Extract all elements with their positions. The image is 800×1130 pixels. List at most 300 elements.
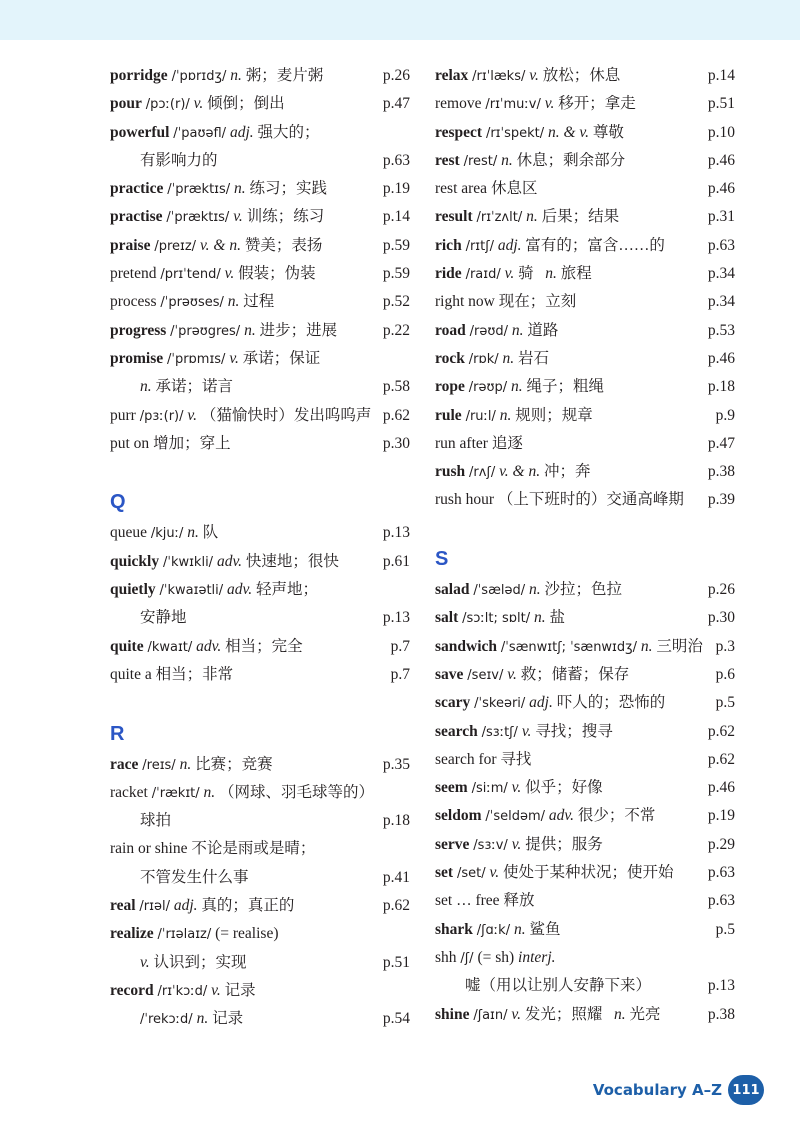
phonetic: /rɪˈlæks/ bbox=[472, 69, 526, 84]
definition: 盐 bbox=[549, 609, 566, 627]
definition: 吓人的；恐怖的 bbox=[556, 694, 666, 712]
entry-text bbox=[435, 1001, 661, 1030]
vocab-entry bbox=[435, 802, 735, 830]
part-of-speech: n. bbox=[196, 1010, 209, 1028]
part-of-speech: v. & n. bbox=[499, 463, 541, 481]
vocab-entry bbox=[110, 835, 410, 863]
vocab-entry bbox=[435, 232, 735, 260]
vocab-entry bbox=[110, 751, 410, 779]
entry-text bbox=[465, 972, 651, 1000]
page-reference: p.31 bbox=[707, 208, 735, 226]
entry-text bbox=[110, 232, 322, 261]
entry-text bbox=[110, 661, 233, 689]
definition: 移开；拿走 bbox=[558, 95, 636, 113]
headword: rush hour bbox=[435, 491, 494, 509]
headword: scary bbox=[435, 694, 471, 712]
definition: 嘘（用以让别人安静下来） bbox=[465, 977, 652, 995]
entry-text bbox=[110, 260, 316, 289]
phonetic: /kjuː/ bbox=[150, 526, 184, 542]
entry-text bbox=[435, 774, 603, 803]
definition: 放松；休息 bbox=[542, 67, 621, 84]
headword: realize bbox=[110, 925, 154, 943]
phonetic: /rɪˈzʌlt/ bbox=[476, 210, 523, 226]
section-letter-heading: S bbox=[435, 548, 449, 571]
entry-text bbox=[110, 920, 279, 949]
page-reference: p.53 bbox=[707, 321, 735, 339]
page-reference: p.35 bbox=[382, 755, 410, 773]
page-reference: p.59 bbox=[382, 265, 410, 283]
vocab-entry bbox=[110, 119, 410, 147]
definition: 轻声地； bbox=[256, 581, 319, 599]
phonetic: /ˈprɒmɪs/ bbox=[166, 351, 226, 367]
phonetic: /ˈrækɪt/ bbox=[151, 785, 200, 801]
definition: 沙拉；色拉 bbox=[544, 581, 622, 599]
headword: road bbox=[435, 321, 466, 339]
vocab-entry bbox=[110, 317, 410, 345]
vocab-entry bbox=[110, 232, 410, 260]
vocab-entry bbox=[435, 203, 735, 231]
vocab-entry bbox=[435, 373, 735, 401]
definition: 休息区 bbox=[490, 180, 538, 198]
phonetic: /sɜːtʃ/ bbox=[481, 724, 518, 740]
definition: 相当；非常 bbox=[155, 665, 234, 683]
headword: pretend bbox=[110, 265, 157, 283]
part-of-speech: n. bbox=[511, 378, 523, 396]
footer-title: Vocabulary A–Z bbox=[592, 1081, 722, 1099]
vocab-entry bbox=[435, 887, 735, 915]
phonetic: /siːm/ bbox=[471, 781, 508, 797]
page-reference: p.13 bbox=[707, 977, 735, 995]
page-reference: p.30 bbox=[707, 609, 735, 627]
part-of-speech: v. bbox=[511, 1005, 521, 1023]
headword: search bbox=[435, 722, 478, 740]
vocab-entry bbox=[435, 62, 735, 90]
headword: progress bbox=[110, 321, 167, 339]
vocab-entry bbox=[435, 689, 735, 717]
entry-text bbox=[435, 147, 625, 176]
vocab-entry bbox=[110, 920, 410, 948]
definition: （网球、羽毛球等的） bbox=[219, 783, 375, 801]
page-reference: p.59 bbox=[382, 236, 410, 254]
headword: quietly bbox=[110, 581, 156, 599]
page-reference: p.22 bbox=[382, 321, 410, 339]
entry-continuation bbox=[110, 949, 410, 977]
part-of-speech: adv. bbox=[216, 552, 243, 570]
definition: 认识到；实现 bbox=[153, 953, 247, 971]
vocab-entry bbox=[435, 831, 735, 859]
headword: salt bbox=[435, 609, 459, 627]
entry-continuation bbox=[110, 147, 410, 175]
page-reference: p.62 bbox=[382, 897, 410, 915]
part-of-speech: adj. bbox=[173, 897, 198, 915]
headword: seem bbox=[435, 779, 468, 797]
definition: 粥；麦片粥 bbox=[245, 67, 324, 84]
part-of-speech: n. bbox=[187, 524, 199, 542]
phonetic: /sɔːlt; sɒlt/ bbox=[462, 611, 531, 627]
part-of-speech: adj. bbox=[229, 123, 254, 141]
phonetic: /ʃ/ bbox=[460, 950, 474, 966]
headword: rest area bbox=[435, 180, 488, 198]
entry-continuation bbox=[110, 604, 410, 632]
part-of-speech: n. bbox=[501, 151, 513, 169]
headword: race bbox=[110, 755, 139, 773]
definition: 骑 bbox=[518, 265, 534, 283]
page-reference: p.62 bbox=[382, 406, 410, 424]
page-number-badge: 111 bbox=[728, 1075, 764, 1105]
page-reference: p.63 bbox=[707, 864, 735, 882]
definition: 释放 bbox=[503, 892, 535, 910]
page-reference: p.62 bbox=[707, 750, 735, 768]
headword: result bbox=[435, 208, 473, 226]
phonetic: /ruːl/ bbox=[465, 408, 496, 424]
vocab-entry bbox=[110, 892, 410, 920]
vocab-entry bbox=[435, 633, 735, 661]
headword: salad bbox=[435, 581, 470, 599]
vocab-entry bbox=[435, 718, 735, 746]
page-reference: p.46 bbox=[707, 779, 735, 797]
vocab-entry bbox=[435, 119, 735, 147]
part-of-speech: n. bbox=[227, 293, 240, 311]
definition: 追逐 bbox=[491, 434, 523, 452]
definition: 冲；奔 bbox=[544, 463, 591, 481]
page-reference: p.38 bbox=[707, 463, 735, 481]
headword: run after bbox=[435, 434, 488, 452]
page-reference: p.14 bbox=[382, 208, 410, 226]
phonetic: /rɪˈmuːv/ bbox=[485, 97, 541, 113]
definition: 三明治 bbox=[656, 637, 703, 655]
headword: real bbox=[110, 897, 136, 915]
headword: quickly bbox=[110, 552, 160, 570]
vocab-entry bbox=[435, 661, 735, 689]
headword: ride bbox=[435, 265, 462, 283]
vocab-entry bbox=[435, 402, 735, 430]
entry-text bbox=[435, 802, 655, 831]
headword: shine bbox=[435, 1005, 470, 1023]
definition: 尊敬 bbox=[592, 123, 624, 141]
definition: 道路 bbox=[527, 321, 559, 339]
vocab-entry bbox=[110, 548, 410, 576]
phonetic: /ˈkwɪkli/ bbox=[162, 554, 214, 570]
definition: （上下班时的）交通高峰期 bbox=[497, 491, 684, 509]
page-reference: p.3 bbox=[715, 637, 735, 655]
definition: 比赛；竞赛 bbox=[195, 755, 273, 773]
definition: 光亮 bbox=[629, 1005, 661, 1023]
vocab-entry bbox=[435, 317, 735, 345]
part-of-speech: n. bbox=[528, 581, 541, 599]
page-reference: p.13 bbox=[382, 609, 410, 627]
phonetic: /pɔː(r)/ bbox=[145, 97, 190, 113]
headword: pour bbox=[110, 95, 142, 113]
vocab-entry bbox=[110, 402, 410, 430]
part-of-speech: n. bbox=[640, 637, 653, 655]
entry-text bbox=[435, 402, 593, 431]
headword: save bbox=[435, 665, 464, 683]
vocab-entry bbox=[110, 633, 410, 661]
page-reference: p.9 bbox=[715, 406, 735, 424]
definition: 承诺；保证 bbox=[242, 349, 321, 367]
entry-text bbox=[435, 458, 591, 487]
vocab-entry bbox=[110, 519, 410, 547]
entry-text bbox=[110, 779, 374, 808]
vocab-entry bbox=[110, 576, 410, 604]
headword: practice bbox=[110, 180, 164, 198]
page-reference: p.19 bbox=[382, 180, 410, 198]
definition: 绳子；粗绳 bbox=[526, 378, 605, 396]
headword: quite bbox=[110, 637, 144, 655]
vocab-entry bbox=[435, 944, 735, 972]
entry-text bbox=[110, 548, 339, 577]
definition: 有影响力的 bbox=[140, 151, 218, 169]
definition: 过程 bbox=[243, 293, 275, 311]
definition: 记录 bbox=[212, 1010, 244, 1028]
headword: remove bbox=[435, 95, 482, 113]
definition: (= realise) bbox=[215, 925, 279, 943]
page-reference: p.58 bbox=[382, 378, 410, 396]
entry-text bbox=[110, 90, 285, 119]
vocab-entry bbox=[435, 147, 735, 175]
vocab-entry bbox=[435, 859, 735, 887]
definition: 很少；不常 bbox=[577, 807, 656, 825]
part-of-speech: adv. bbox=[196, 637, 222, 655]
entry-text bbox=[110, 402, 371, 431]
definition: 寻找 bbox=[500, 750, 532, 768]
definition: 后果；结果 bbox=[541, 208, 620, 226]
right-column bbox=[435, 62, 735, 1029]
definition: （猫愉快时）发出呜呜声 bbox=[200, 406, 372, 424]
vocab-entry bbox=[110, 260, 410, 288]
headword: queue bbox=[110, 524, 148, 542]
headword: promise bbox=[110, 349, 164, 367]
phonetic: /reɪs/ bbox=[142, 757, 176, 773]
phonetic: /rɪəl/ bbox=[139, 899, 170, 915]
phonetic: /ˈpræktɪs/ bbox=[166, 210, 230, 226]
part-of-speech: n. bbox=[534, 609, 546, 627]
entry-text bbox=[140, 147, 218, 175]
definition: 岩石 bbox=[518, 349, 550, 367]
headword: search for bbox=[435, 750, 497, 768]
entry-text bbox=[110, 175, 327, 204]
entry-text bbox=[110, 119, 320, 148]
entry-text bbox=[435, 62, 620, 91]
definition: 鲨鱼 bbox=[529, 920, 561, 938]
phonetic: /kwaɪt/ bbox=[147, 639, 193, 655]
entry-continuation bbox=[435, 972, 735, 1000]
page-reference: p.46 bbox=[707, 349, 735, 367]
page-reference: p.18 bbox=[707, 378, 735, 396]
page-reference: p.46 bbox=[707, 151, 735, 169]
definition: 假装；伪装 bbox=[238, 265, 316, 283]
vocab-entry bbox=[110, 661, 410, 689]
entry-text bbox=[435, 345, 549, 374]
definition: 不管发生什么事 bbox=[140, 868, 249, 886]
entry-text bbox=[140, 373, 233, 401]
part-of-speech: v. & n. bbox=[199, 236, 241, 254]
page-reference: p.47 bbox=[382, 95, 410, 113]
vocab-entry bbox=[110, 62, 410, 90]
section-letter-heading: Q bbox=[110, 491, 126, 514]
phonetic: /ˈsænwɪtʃ; ˈsænwɪdʒ/ bbox=[500, 639, 638, 655]
part-of-speech: v. bbox=[489, 864, 500, 882]
entry-text bbox=[110, 633, 303, 662]
headword: rope bbox=[435, 378, 465, 396]
phonetic: /ˈpræktɪs/ bbox=[167, 182, 231, 198]
phonetic: /seɪv/ bbox=[467, 667, 504, 683]
entry-text bbox=[435, 430, 523, 458]
part-of-speech: n. bbox=[511, 321, 524, 339]
part-of-speech: adj. bbox=[497, 236, 522, 254]
entry-text bbox=[435, 203, 619, 232]
definition: 规则；规章 bbox=[515, 406, 593, 424]
part-of-speech: v. bbox=[544, 95, 555, 113]
headword: rain or shine bbox=[110, 840, 188, 858]
entry-text bbox=[110, 345, 320, 374]
definition: 记录 bbox=[224, 981, 256, 999]
headword: porridge bbox=[110, 67, 168, 84]
phonetic: /ˈkwaɪətli/ bbox=[159, 583, 224, 599]
page-reference: p.34 bbox=[707, 293, 735, 311]
vocab-entry bbox=[435, 260, 735, 288]
phonetic: /ˈprəʊgres/ bbox=[170, 323, 241, 339]
phonetic: /raɪd/ bbox=[465, 267, 501, 283]
page-reference: p.51 bbox=[382, 953, 410, 971]
definition: 现在；立刻 bbox=[498, 293, 577, 311]
entry-text bbox=[110, 203, 324, 232]
part-of-speech: n. bbox=[614, 1005, 626, 1023]
part-of-speech: n. bbox=[545, 265, 557, 283]
page-reference: p.6 bbox=[715, 665, 735, 683]
entry-text bbox=[140, 1005, 243, 1034]
entry-text bbox=[110, 430, 231, 458]
headword: set bbox=[435, 864, 454, 882]
headword: rest bbox=[435, 151, 460, 169]
phonetic: /ˈprəʊses/ bbox=[160, 295, 224, 311]
headword: rule bbox=[435, 406, 462, 424]
part-of-speech: v. bbox=[507, 665, 517, 683]
part-of-speech: n. bbox=[526, 208, 538, 226]
phonetic: /rʌʃ/ bbox=[469, 465, 496, 481]
entry-continuation bbox=[110, 1005, 410, 1033]
headword: rich bbox=[435, 236, 462, 254]
entry-text bbox=[435, 944, 556, 973]
vocab-entry bbox=[435, 604, 735, 632]
page-reference: p.7 bbox=[390, 665, 410, 683]
headword: respect bbox=[435, 123, 483, 141]
headword: put on bbox=[110, 434, 150, 452]
phonetic: /ˈsæləd/ bbox=[473, 583, 526, 599]
vocab-entry bbox=[110, 175, 410, 203]
part-of-speech: v. bbox=[233, 208, 243, 226]
part-of-speech: v. bbox=[521, 722, 532, 740]
vocab-entry bbox=[435, 576, 735, 604]
entry-text bbox=[435, 604, 565, 633]
definition: 安静地 bbox=[140, 609, 187, 627]
phonetic: /preɪz/ bbox=[154, 238, 197, 254]
phonetic: /prɪˈtend/ bbox=[160, 267, 221, 283]
vocab-entry bbox=[435, 486, 735, 514]
left-column bbox=[110, 62, 410, 1034]
definition: 快速地；很快 bbox=[245, 552, 339, 570]
part-of-speech: n. bbox=[513, 920, 526, 938]
entry-text bbox=[110, 835, 315, 863]
vocab-entry bbox=[435, 175, 735, 203]
part-of-speech: v. bbox=[211, 981, 221, 999]
definition: 赞美；表扬 bbox=[244, 236, 323, 254]
phonetic: /ˈrekɔːd/ bbox=[140, 1012, 193, 1028]
entry-text bbox=[435, 119, 624, 148]
phonetic: /rəʊp/ bbox=[468, 380, 508, 396]
headword: sandwich bbox=[435, 637, 498, 655]
definition: 不论是雨或是晴； bbox=[191, 840, 316, 858]
page-reference: p.62 bbox=[707, 722, 735, 740]
vocab-entry bbox=[435, 916, 735, 944]
page-reference: p.38 bbox=[707, 1005, 735, 1023]
page-reference: p.34 bbox=[707, 265, 735, 283]
entry-text bbox=[435, 718, 613, 747]
vocab-entry bbox=[435, 1001, 735, 1029]
page-reference: p.47 bbox=[707, 434, 735, 452]
part-of-speech: n. & v. bbox=[547, 123, 590, 141]
part-of-speech: n. bbox=[140, 378, 152, 396]
definition: 提供；服务 bbox=[525, 835, 603, 853]
definition: 倾倒；倒出 bbox=[207, 95, 285, 113]
vocab-entry bbox=[110, 90, 410, 118]
entry-text bbox=[110, 892, 294, 921]
phonetic: /ʃɑːk/ bbox=[476, 922, 511, 938]
section-gap bbox=[435, 515, 735, 543]
definition: 承诺；诺言 bbox=[155, 378, 234, 396]
phonetic: /rest/ bbox=[463, 153, 498, 169]
headword: seldom bbox=[435, 807, 482, 825]
phonetic: /ˈpaʊəfl/ bbox=[173, 125, 227, 141]
entry-text bbox=[435, 90, 636, 119]
headword: practise bbox=[110, 208, 163, 226]
headword: shark bbox=[435, 920, 473, 938]
definition: 增加；穿上 bbox=[153, 434, 231, 452]
vocab-entry bbox=[110, 288, 410, 316]
headword: shh bbox=[435, 948, 457, 966]
equivalent-form: (= sh) bbox=[477, 948, 515, 966]
phonetic: /rɒk/ bbox=[468, 351, 499, 367]
page-reference: p.61 bbox=[382, 552, 410, 570]
entry-text bbox=[140, 604, 187, 632]
top-band bbox=[0, 0, 800, 40]
entry-text bbox=[435, 260, 592, 289]
vocab-entry bbox=[435, 746, 735, 774]
vocab-entry bbox=[435, 430, 735, 458]
page-reference: p.63 bbox=[707, 236, 735, 254]
headword: rush bbox=[435, 463, 466, 481]
page-reference: p.63 bbox=[707, 892, 735, 910]
entry-text bbox=[110, 288, 274, 317]
part-of-speech: interj. bbox=[518, 948, 556, 966]
entry-text bbox=[110, 62, 323, 91]
entry-text bbox=[435, 576, 622, 605]
vocab-entry bbox=[435, 90, 735, 118]
phonetic: /pɜː(r)/ bbox=[139, 408, 184, 424]
part-of-speech: adv. bbox=[548, 807, 574, 825]
definition: 发光；照耀 bbox=[524, 1005, 603, 1023]
page-reference: p.26 bbox=[707, 581, 735, 599]
definition: 强大的； bbox=[257, 123, 320, 141]
vocab-entry bbox=[110, 345, 410, 373]
page-reference: p.26 bbox=[382, 67, 410, 84]
entry-text bbox=[110, 751, 273, 780]
definition: 寻找；搜寻 bbox=[535, 722, 613, 740]
page-reference: p.7 bbox=[390, 637, 410, 655]
phonetic: /ˈpɒrɪdʒ/ bbox=[171, 69, 227, 84]
part-of-speech: n. bbox=[502, 349, 515, 367]
page-reference: p.18 bbox=[382, 812, 410, 830]
